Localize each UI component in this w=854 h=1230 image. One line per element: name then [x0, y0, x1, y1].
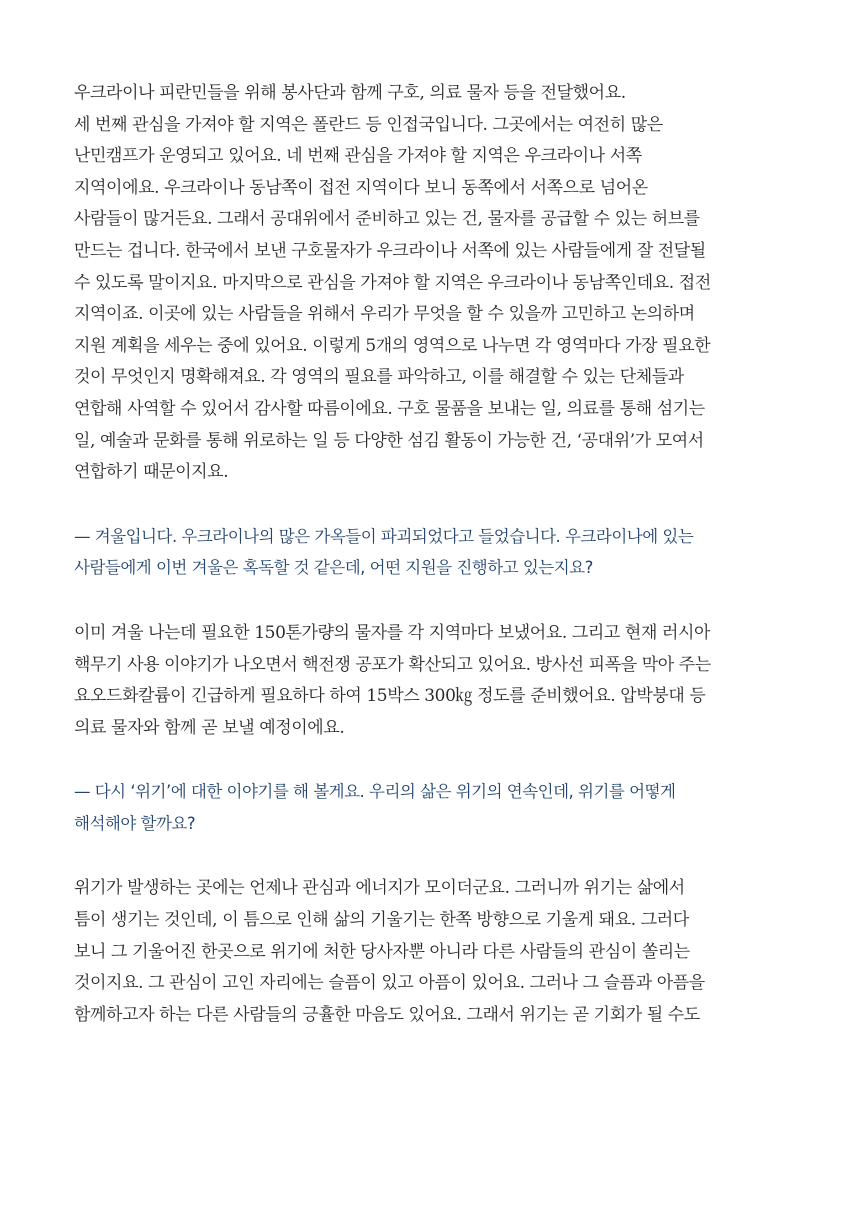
question-line: — 다시 ‘위기’에 대한 이야기를 해 볼게요. 우리의 삶은 위기의 연속인데, 위기를 어떻게 — [74, 782, 676, 802]
text-line: 난민캠프가 운영되고 있어요. 네 번째 관심을 가져야 할 지역은 우크라이나 서쪽 — [74, 146, 642, 167]
interview-question-winter — [74, 521, 794, 584]
text-line: 사람들이 많거든요. 그래서 공대위에서 준비하고 있는 건, 물자를 공급할 수 있는 허브를 — [74, 209, 700, 230]
spacer — [74, 744, 794, 776]
question-line: — 겨울입니다. 우크라이나의 많은 가옥들이 파괴되었다고 들었습니다. 우크라이나에 있는 — [74, 526, 694, 546]
spacer — [74, 839, 794, 873]
text-line: 이미 겨울 나는데 필요한 150톤가량의 물자를 각 지역마다 보냈어요. 그리고 현재 러시아 — [74, 622, 711, 643]
text-line: 보니 그 기울어진 한곳으로 위기에 처한 당사자뿐 아니라 다른 사람들의 관심이 쏠리는 — [74, 941, 690, 962]
text-line: 우크라이나 피란민들을 위해 봉사단과 함께 구호, 의료 물자 등을 전달했어요. — [74, 83, 626, 103]
text-line: 지역이죠. 이곳에 있는 사람들을 위해서 우리가 무엇을 할 수 있을까 고민하고 논의하며 — [74, 304, 695, 325]
paragraph-relief-regions — [74, 78, 794, 489]
text-line: 지원 계획을 세우는 중에 있어요. 이렇게 5개의 영역으로 나누면 각 영역마다 가장 필요한 — [74, 335, 711, 356]
text-line: 수 있도록 말이지요. 마지막으로 관심을 가져야 할 지역은 우크라이나 동남쪽인데요. 접전 — [74, 272, 711, 293]
text-line: 요오드화칼륨이 긴급하게 필요하다 하여 15박스 300㎏ 정도를 준비했어요. 압박붕대 등 — [74, 686, 706, 707]
text-line: 함께하고자 하는 다른 사람들의 긍휼한 마음도 있어요. 그래서 위기는 곧 기회가 될 수도 — [74, 1004, 700, 1025]
paragraph-crisis-meaning — [74, 873, 794, 1031]
text-line: 지역이에요. 우크라이나 동남쪽이 접전 지역이다 보니 동쪽에서 서쪽으로 넘어온 — [74, 177, 648, 198]
spacer — [74, 489, 794, 521]
text-line: 일, 예술과 문화를 통해 위로하는 일 등 다양한 섬김 활동이 가능한 건, ‘공대위’가 모여서 — [74, 430, 704, 451]
text-line: 핵무기 사용 이야기가 나오면서 핵전쟁 공포가 확산되고 있어요. 방사선 피폭을 막아 주는 — [74, 654, 711, 675]
text-line: 위기가 발생하는 곳에는 언제나 관심과 에너지가 모이더군요. 그러니까 위기는 삶에서 — [74, 878, 685, 899]
article-body — [74, 78, 794, 1031]
text-line: 연합하기 때문이지요. — [74, 462, 229, 483]
text-line: 의료 물자와 함께 곧 보낼 예정이에요. — [74, 717, 345, 738]
text-line: 것이지요. 그 관심이 고인 자리에는 슬픔이 있고 아픔이 있어요. 그러나 그 슬픔과 아픔을 — [74, 973, 705, 994]
question-line: 해석해야 할까요? — [74, 813, 196, 833]
text-line: 만드는 겁니다. 한국에서 보낸 구호물자가 우크라이나 서쪽에 있는 사람들에게 잘 전달될 — [74, 240, 706, 261]
paragraph-winter-supplies — [74, 618, 794, 744]
question-line: 사람들에게 이번 겨울은 혹독할 것 같은데, 어떤 지원을 진행하고 있는지요? — [74, 558, 593, 578]
text-line: 것이 무엇인지 명확해져요. 각 영역의 필요를 파악하고, 이를 해결할 수 있는 단체들과 — [74, 367, 684, 388]
text-line: 연합해 사역할 수 있어서 감사할 따름이에요. 구호 물품을 보내는 일, 의료를 통해 섬기는 — [74, 398, 705, 419]
text-line: 세 번째 관심을 가져야 할 지역은 폴란드 등 인접국입니다. 그곳에서는 여전히 많은 — [74, 114, 663, 135]
interview-question-crisis — [74, 776, 794, 839]
spacer — [74, 584, 794, 618]
text-line: 틈이 생기는 것인데, 이 틈으로 인해 삶의 기울기는 한쪽 방향으로 기울게 돼요. 그러다 — [74, 910, 689, 931]
